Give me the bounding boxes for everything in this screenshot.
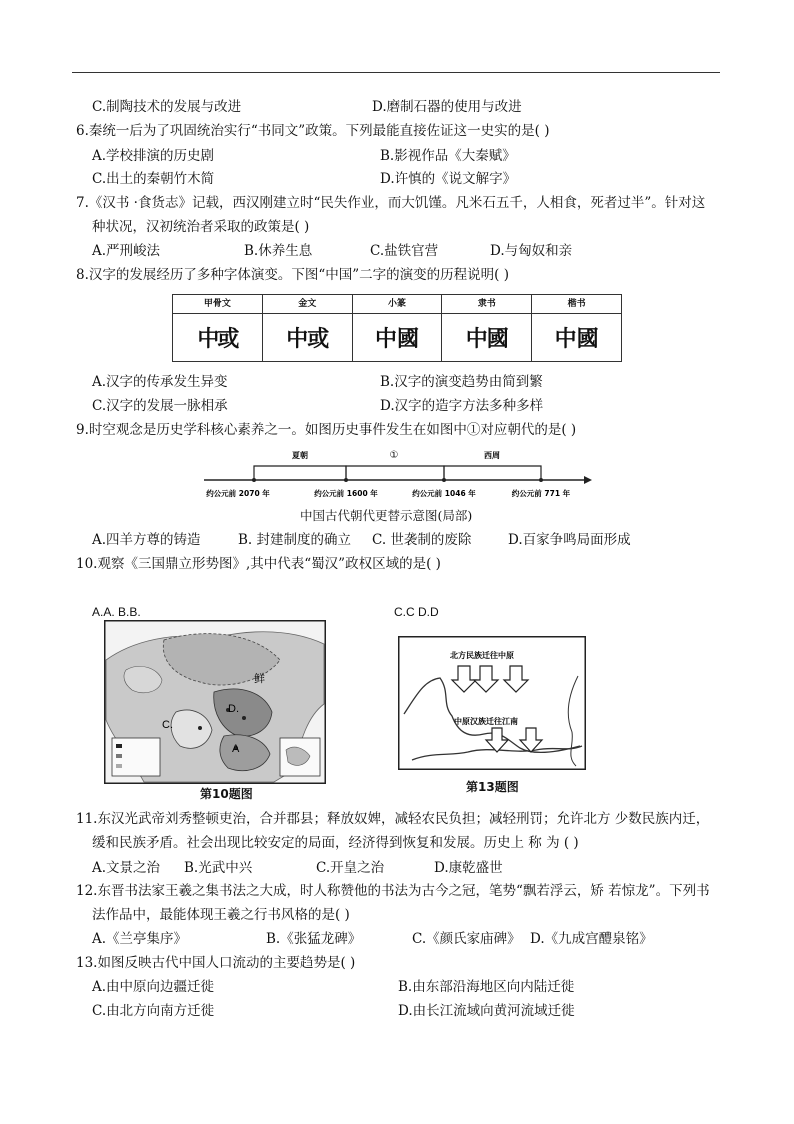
map2-label-north: 北方民族迁往中原 [450,651,514,660]
q12-stem-line2: 法作品中，最能体现王羲之行书风格的是( ) [92,907,350,923]
q11-option-c[interactable]: C.开皇之治 [316,860,385,876]
map1-label: 鲜 [254,672,265,685]
q10-stem: 10.观察《三国鼎立形势图》,其中代表“蜀汉”政权区域的是( ) [76,556,441,572]
q9-option-a[interactable]: A.四羊方尊的铸造 [92,532,201,548]
q13-option-b[interactable]: B.由东部沿海地区向内陆迁徙 [398,979,575,995]
q7-stem-line2: 种状况，汉初统治者采取的政策是( ) [92,219,310,235]
table-col-clerical [442,295,532,361]
table-header: 小篆 [353,295,442,314]
q12-stem-line1: 12.东晋书法家王羲之集书法之大成，时人称赞他的书法为古今之冠，笔势“飘若浮云，矫 若惊龙”。下列书 [76,883,710,899]
table-glyph: 中國 [374,326,419,352]
q11-option-a[interactable]: A.文景之治 [92,860,161,876]
q8-stem: 8.汉字的发展经历了多种字体演变。下图“中国”二字的演变的历程说明( ) [76,267,510,283]
q10-options-ab[interactable]: A.A. B.B. [92,605,141,619]
timeline-label: 夏朝 [292,451,308,460]
q6-option-a[interactable]: A.学校排演的历史剧 [92,148,215,164]
three-kingdoms-map [104,620,326,784]
q10-options-cd[interactable]: C.C D.D [394,605,439,619]
q6-option-c[interactable]: C.出土的秦朝竹木简 [92,171,215,187]
q12-option-c[interactable]: C.《颜氏家庙碑》 [412,931,521,947]
q6-stem: 6.秦统一后为了巩固统治实行“书同文”政策。下列最能直接佐证这一史实的是( ) [76,123,550,139]
q7-option-a[interactable]: A.严刑峻法 [92,243,161,259]
legend-swatch [116,764,122,768]
q11-option-b[interactable]: B.光武中兴 [184,860,253,876]
migration-map [398,636,586,770]
q13-option-c[interactable]: C.由北方向南方迁徙 [92,1003,215,1019]
script-evolution-table [172,294,622,362]
table-col-regular [532,295,621,361]
timeline-date: 约公元前 1046 年 [412,489,476,498]
q7-option-b[interactable]: B.休养生息 [244,243,313,259]
q8-option-a[interactable]: A.汉字的传承发生异变 [92,374,228,390]
map1-label: A [232,743,240,755]
q6-option-b[interactable]: B.影视作品《大秦赋》 [380,148,516,164]
table-glyph: 中或 [197,327,238,352]
table-col-bronze [263,295,353,361]
table-header: 隶书 [442,295,531,314]
timeline-date: 约公元前 1600 年 [314,489,378,498]
timeline-label: 西周 [484,451,500,460]
q12-option-d[interactable]: D.《九成宫醴泉铭》 [530,931,653,947]
q9-option-c[interactable]: C. 世袭制的废除 [372,532,472,548]
q5-option-d[interactable]: D.磨制石器的使用与改进 [372,99,522,115]
q7-stem-line1: 7.《汉书 ·食货志》记载，西汉刚建立时“民失作业，而大饥馑。凡米石五千，人相食，死者过半”。针对这 [76,195,706,211]
timeline-label-circled-1: ① [389,450,399,461]
q8-option-d[interactable]: D.汉字的造字方法多种多样 [380,398,544,414]
timeline-date: 约公元前 771 年 [511,489,571,498]
q7-option-d[interactable]: D.与匈奴和亲 [490,243,573,259]
timeline-arrow [584,476,592,484]
table-col-seal [353,295,443,361]
timeline-date: 约公元前 2070 年 [206,489,270,498]
q12-option-a[interactable]: A.《兰亭集序》 [92,931,188,947]
map2-label-south: 中原汉族迁往江南 [454,717,518,726]
q12-option-b[interactable]: B.《张猛龙碑》 [266,931,362,947]
table-glyph: 中或 [286,327,329,352]
q13-option-a[interactable]: A.由中原向边疆迁徙 [92,979,215,995]
q8-option-c[interactable]: C.汉字的发展一脉相承 [92,398,228,414]
legend-swatch [116,754,122,758]
timeline-caption: 中国古代朝代更替示意图(局部) [300,508,473,523]
header-rule [72,72,720,73]
q13-stem: 13.如图反映古代中国人口流动的主要趋势是( ) [76,955,356,971]
map2-caption: 第13题图 [466,780,519,794]
q8-option-b[interactable]: B.汉字的演变趋势由简到繁 [380,374,543,390]
q5-option-c[interactable]: C.制陶技术的发展与改进 [92,99,242,115]
dynasty-timeline [196,444,596,502]
q7-option-c[interactable]: C.盐铁官营 [370,243,439,259]
map1-label: C. [162,719,173,731]
table-header: 甲骨文 [173,295,262,314]
map1-label: D. [228,703,239,715]
map2-north-arrows [452,666,528,692]
timeline-brackets [254,466,541,480]
table-col-oracle [173,295,263,361]
table-glyph: 中國 [465,327,508,352]
table-glyph: 中國 [554,326,599,351]
q9-option-d[interactable]: D.百家争鸣局面形成 [508,532,631,548]
table-header: 金文 [263,295,352,314]
q11-option-d[interactable]: D.康乾盛世 [434,860,503,876]
legend-swatch [116,744,122,748]
q9-stem: 9.时空观念是历史学科核心素养之一。如图历史事件发生在如图中①对应朝代的是( ) [76,422,577,438]
q13-option-d[interactable]: D.由长江流域向黄河流域迁徙 [398,1003,575,1019]
map1-caption: 第10题图 [200,787,253,801]
q11-stem-line2: 缓和民族矛盾。社会出现比较安定的局面，经济得到恢复和发展。历史上 称 为 ( ) [92,835,579,851]
table-header: 楷书 [532,295,621,314]
q6-option-d[interactable]: D.许慎的《说文解字》 [380,171,517,187]
q11-stem-line1: 11.东汉光武帝刘秀整顿吏治，合并郡县；释放奴婢，减轻农民负担；减轻刑罚；允许北方 少数民族内迁， [76,811,710,827]
q9-option-b[interactable]: B. 封建制度的确立 [238,532,352,548]
